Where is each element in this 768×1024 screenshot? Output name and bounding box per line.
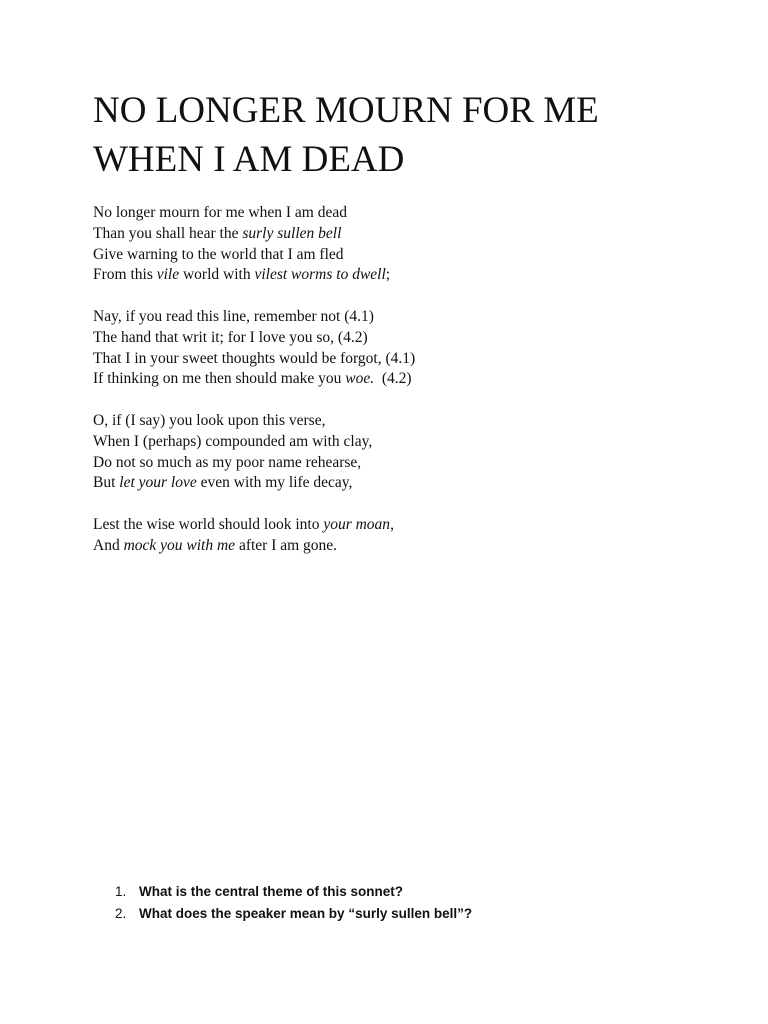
- question-text: What does the speaker mean by “surly sullen bell”?: [139, 906, 473, 921]
- line-text: Lest the wise world should look into: [93, 515, 324, 533]
- italic-text: woe.: [345, 370, 375, 388]
- title-line-2: WHEN I AM DEAD: [93, 139, 405, 180]
- line-text: The hand that writ it; for I love you so, (4.2): [93, 328, 368, 346]
- line-text: after I am gone.: [235, 536, 338, 554]
- line-text: (4.2): [374, 370, 412, 388]
- line-text: Give warning to the world that I am fled: [93, 245, 344, 263]
- line-text: But: [93, 474, 120, 492]
- italic-text: vile: [156, 266, 180, 284]
- line-text: Than you shall hear the: [93, 224, 243, 242]
- question-item: [93, 903, 693, 925]
- line-text: If thinking on me then should make you: [93, 370, 346, 388]
- poem-line: [93, 515, 693, 536]
- poem-line: [93, 203, 693, 224]
- poem-stanza: [93, 307, 693, 390]
- line-text: And: [93, 536, 124, 554]
- question-number: 2.: [115, 906, 127, 921]
- poem-line: [93, 536, 693, 557]
- poem-body: [93, 203, 693, 577]
- italic-text: mock you with me: [123, 536, 236, 554]
- line-text: ,: [390, 515, 394, 533]
- line-text: ;: [385, 266, 391, 284]
- question-text: What is the central theme of this sonnet?: [139, 884, 404, 899]
- poem-line: [93, 369, 693, 390]
- poem-line: [93, 307, 693, 328]
- poem-line: [93, 473, 693, 494]
- poem-stanza: [93, 515, 693, 557]
- poem-line: [93, 265, 693, 286]
- italic-text: let your love: [119, 474, 197, 492]
- page-title: [93, 86, 693, 184]
- title-line-1: NO LONGER MOURN FOR ME: [93, 90, 599, 131]
- question-item: [93, 881, 693, 903]
- line-text: From this: [93, 266, 157, 284]
- line-text: world with: [179, 266, 255, 284]
- italic-text: your moan: [323, 515, 391, 533]
- line-text: Do not so much as my poor name rehearse,: [93, 453, 362, 471]
- poem-line: [93, 245, 693, 266]
- italic-text: surly sullen bell: [242, 224, 342, 242]
- line-text: Nay, if you read this line, remember not (4.1): [93, 307, 374, 325]
- question-list: [93, 881, 693, 925]
- poem-line: [93, 349, 693, 370]
- line-text: When I (perhaps) compounded am with clay,: [93, 432, 373, 450]
- line-text: O, if (I say) you look upon this verse,: [93, 411, 326, 429]
- poem-stanza: [93, 203, 693, 286]
- poem-line: [93, 328, 693, 349]
- poem-line: [93, 224, 693, 245]
- line-text: even with my life decay,: [196, 474, 353, 492]
- line-text: No longer mourn for me when I am dead: [93, 204, 347, 221]
- italic-text: vilest worms to dwell: [254, 266, 386, 284]
- line-text: That I in your sweet thoughts would be forgot, (4.1): [93, 349, 416, 367]
- poem-line: [93, 432, 693, 453]
- poem-line: [93, 411, 693, 432]
- question-number: 1.: [115, 884, 127, 899]
- poem-line: [93, 453, 693, 474]
- poem-stanza: [93, 411, 693, 494]
